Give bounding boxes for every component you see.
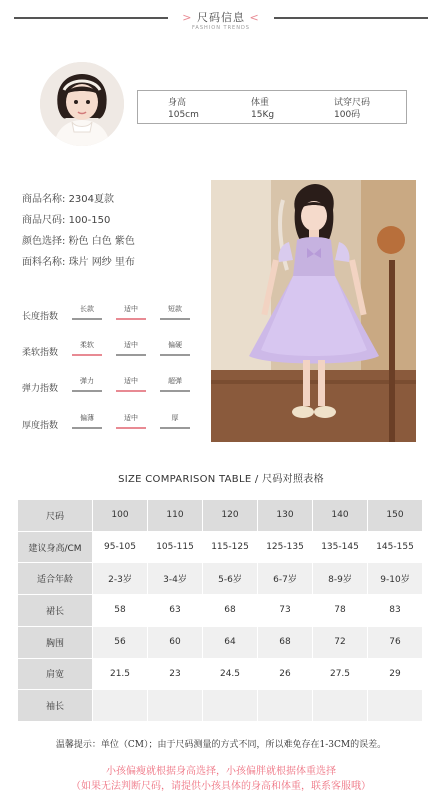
table-cell: 72: [313, 626, 368, 658]
table-cell: 29: [368, 658, 423, 690]
table-cell: 56: [93, 626, 148, 658]
table-cell: 8-9岁: [313, 563, 368, 595]
table-cell: 2-3岁: [93, 563, 148, 595]
table-cell: 100: [93, 500, 148, 532]
table-cell: 68: [203, 595, 258, 627]
table-cell: 83: [368, 595, 423, 627]
product-fabric: 面料名称: 珠片 网纱 里布: [22, 257, 135, 268]
product-colors: 颜色选择: 粉色 白色 紫色: [22, 236, 135, 247]
table-cell: [203, 690, 258, 722]
table-row: [18, 563, 423, 595]
softness-index-label: 柔软指数: [22, 348, 59, 358]
size-comparison-table: [17, 499, 423, 722]
measurement-note: 温馨提示：单位（CM）；由于尺码测量的方式不同，所以难免存在1-3CM的误差。: [55, 740, 387, 750]
length-index-option: 适中: [124, 305, 138, 313]
elasticity-index-bar-selected: [116, 390, 146, 392]
table-cell: 120: [203, 500, 258, 532]
table-cell: 27.5: [313, 658, 368, 690]
table-cell: 3-4岁: [148, 563, 203, 595]
table-cell: 58: [93, 595, 148, 627]
table-cell: 建议身高/CM: [18, 531, 93, 563]
length-index-bar: [160, 318, 190, 320]
model-height: 身高 105cm: [168, 98, 199, 120]
table-cell: 95-105: [93, 531, 148, 563]
table-cell: 胸围: [18, 626, 93, 658]
table-cell: 73: [258, 595, 313, 627]
size-tip-line: 小孩偏瘦就根据身高选择，小孩偏胖就根据体重选择: [106, 766, 336, 777]
table-row: [18, 658, 423, 690]
table-row: [18, 500, 423, 532]
softness-index-bar: [160, 354, 190, 356]
thickness-index-bar-selected: [116, 427, 146, 429]
table-cell: 68: [258, 626, 313, 658]
header-divider-left: [14, 17, 168, 19]
softness-index-option: 柔软: [80, 341, 94, 349]
table-cell: 125-135: [258, 531, 313, 563]
table-cell: 115-125: [203, 531, 258, 563]
table-row: [18, 595, 423, 627]
table-cell: 63: [148, 595, 203, 627]
softness-index-bar-selected: [72, 354, 102, 356]
length-index-option: 短款: [168, 305, 182, 313]
size-table-title: SIZE COMPARISON TABLE / 尺码对照表格: [118, 474, 324, 485]
softness-index-option: 适中: [124, 341, 138, 349]
header-title: > 尺码信息 <: [182, 11, 260, 24]
thickness-index-option: 偏薄: [80, 414, 94, 422]
elasticity-index-bar: [72, 390, 102, 392]
table-cell: [313, 690, 368, 722]
table-cell: 尺码: [18, 500, 93, 532]
product-photo: [211, 180, 416, 442]
table-cell: 76: [368, 626, 423, 658]
table-cell: [93, 690, 148, 722]
table-cell: 肩宽: [18, 658, 93, 690]
table-row: [18, 690, 423, 722]
model-measurements-box: [137, 90, 407, 124]
softness-index-bar: [116, 354, 146, 356]
elasticity-index-bar: [160, 390, 190, 392]
table-cell: 110: [148, 500, 203, 532]
length-index-label: 长度指数: [22, 312, 59, 322]
elasticity-index-option: 适中: [124, 377, 138, 385]
table-cell: 140: [313, 500, 368, 532]
section-header: [0, 6, 442, 34]
length-index-bar: [72, 318, 102, 320]
length-index-bar-selected: [116, 318, 146, 320]
table-row: [18, 531, 423, 563]
header-subtitle: FASHION TRENDS: [192, 25, 250, 31]
table-cell: 78: [313, 595, 368, 627]
table-cell: 105-115: [148, 531, 203, 563]
table-row: [18, 626, 423, 658]
table-cell: 袖长: [18, 690, 93, 722]
table-cell: 24.5: [203, 658, 258, 690]
elasticity-index-label: 弹力指数: [22, 384, 59, 394]
table-cell: 9-10岁: [368, 563, 423, 595]
length-index-option: 长款: [80, 305, 94, 313]
product-sizes: 商品尺码: 100-150: [22, 215, 111, 226]
elasticity-index-option: 超弹: [168, 377, 182, 385]
thickness-index-option: 厚: [171, 414, 179, 422]
table-cell: 145-155: [368, 531, 423, 563]
thickness-index-label: 厚度指数: [22, 421, 59, 431]
table-cell: 64: [203, 626, 258, 658]
table-cell: 26: [258, 658, 313, 690]
model-avatar: [40, 62, 124, 146]
table-cell: 60: [148, 626, 203, 658]
table-cell: 适合年龄: [18, 563, 93, 595]
elasticity-index-option: 弹力: [80, 377, 94, 385]
softness-index-option: 偏硬: [168, 341, 182, 349]
table-cell: 135-145: [313, 531, 368, 563]
table-cell: [258, 690, 313, 722]
table-cell: 150: [368, 500, 423, 532]
contact-tip-line: （如果无法判断尺码，请提供小孩具体的身高和体重，联系客服哦）: [71, 781, 371, 792]
table-cell: 6-7岁: [258, 563, 313, 595]
table-cell: 21.5: [93, 658, 148, 690]
table-cell: [148, 690, 203, 722]
thickness-index-bar: [72, 427, 102, 429]
thickness-index-option: 适中: [124, 414, 138, 422]
product-name: 商品名称: 2304夏款: [22, 194, 115, 205]
table-cell: 裙长: [18, 595, 93, 627]
thickness-index-bar: [160, 427, 190, 429]
table-cell: 5-6岁: [203, 563, 258, 595]
table-cell: [368, 690, 423, 722]
table-cell: 130: [258, 500, 313, 532]
model-weight: 体重 15Kg: [251, 98, 275, 120]
model-try-size: 试穿尺码 100码: [334, 98, 371, 120]
table-cell: 23: [148, 658, 203, 690]
header-divider-right: [274, 17, 428, 19]
